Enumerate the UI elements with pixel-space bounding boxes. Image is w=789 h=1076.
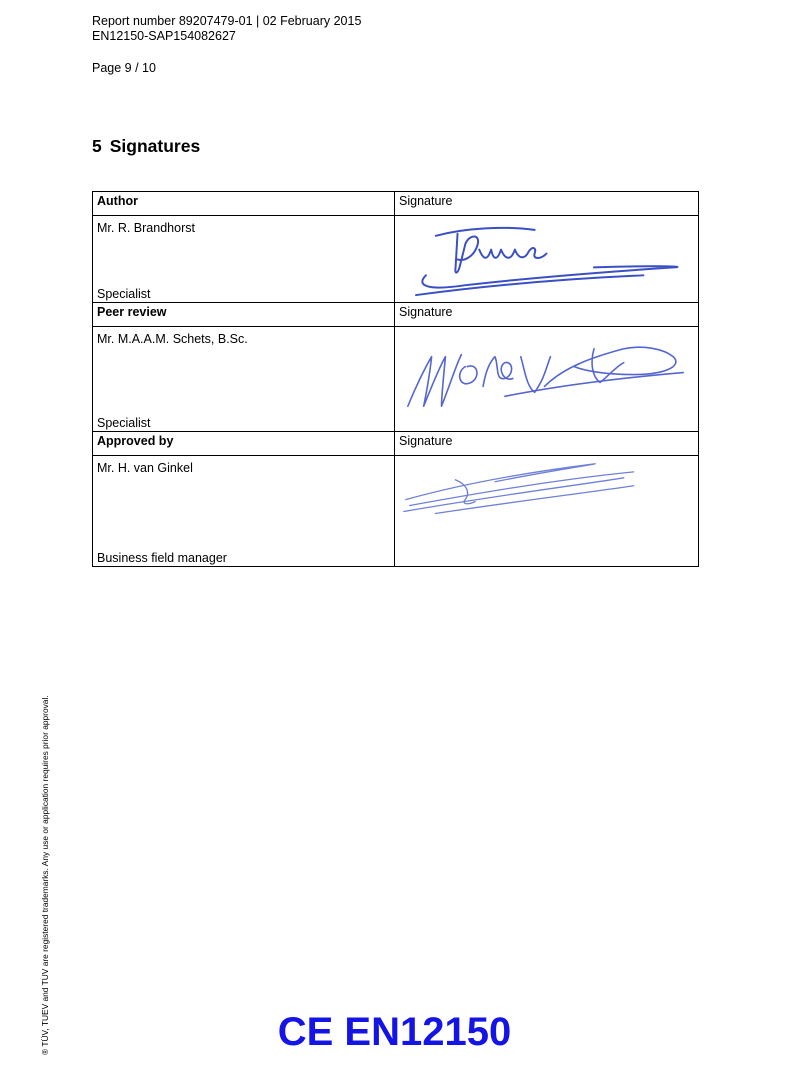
signature-label: Signature [399,194,453,208]
footer-stamp: CE EN12150 [277,1010,512,1054]
section-number: 5 [92,136,102,156]
signature-header-cell [395,303,699,327]
signature-image [395,327,698,431]
table-row [93,216,699,303]
person-title: Specialist [97,287,151,301]
person-cell [93,456,395,567]
trademark-note: ® TÜV, TUEV and TUV are registered trademarks. Any use or application requires prior approval. [40,695,50,1055]
person-name: Mr. R. Brandhorst [97,221,195,235]
table-row [93,432,699,456]
section-heading [92,136,200,157]
page-number: Page 9 / 10 [92,61,156,75]
signature-cell [395,327,699,432]
section-title: Signatures [109,136,201,156]
role-label: Author [97,194,138,208]
person-name: Mr. M.A.A.M. Schets, B.Sc. [97,332,248,346]
report-number: Report number 89207479-01 | 02 February 2015 [92,14,362,28]
table-row [93,303,699,327]
person-title: Specialist [97,416,151,430]
role-cell [93,192,395,216]
signature-header-cell [395,192,699,216]
table-row [93,192,699,216]
signature-label: Signature [399,434,453,448]
table-row [93,327,699,432]
signature-header-cell [395,432,699,456]
person-cell [93,216,395,303]
signature-image [395,216,698,302]
role-label: Peer review [97,305,167,319]
signature-label: Signature [399,305,453,319]
person-cell [93,327,395,432]
signature-cell [395,456,699,567]
role-label: Approved by [97,434,174,448]
signature-cell [395,216,699,303]
role-cell [93,432,395,456]
report-header [92,14,361,44]
document-id: EN12150-SAP154082627 [92,29,236,43]
table-row [93,456,699,567]
role-cell [93,303,395,327]
person-name: Mr. H. van Ginkel [97,461,193,475]
signature-image [395,456,698,566]
person-title: Business field manager [97,551,227,565]
signatures-table [92,191,699,567]
